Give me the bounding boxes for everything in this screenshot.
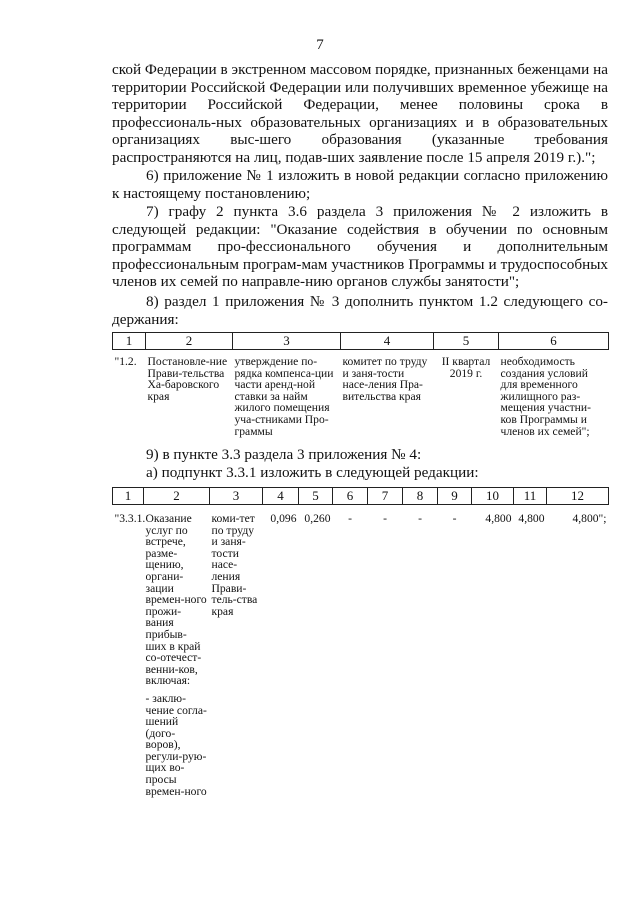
table-header-cell: 9 — [438, 488, 472, 505]
value-cell: - — [452, 512, 457, 525]
value-cell: 4,800"; — [572, 512, 607, 525]
table-section-1-2 — [112, 332, 609, 437]
table-header-cell: 11 — [514, 488, 547, 505]
table-header-cell: 5 — [299, 488, 333, 505]
deadline-cell: II квартал 2019 г. — [441, 355, 491, 380]
table-row — [113, 350, 609, 438]
executor-cell: комитет по труду и заня-тости насе-ления Пра-вительства края — [342, 355, 428, 403]
table-header-cell: 1 — [113, 488, 144, 505]
table-header-row — [113, 488, 609, 505]
paragraph-item-9a: а) подпункт 3.3.1 изложить в следующей редакции: — [146, 464, 479, 481]
table-header-cell: 2 — [144, 488, 210, 505]
table-header-cell: 5 — [434, 333, 499, 350]
table-header-cell: 3 — [210, 488, 263, 505]
paragraph-item-7: 7) графу 2 пункта 3.6 раздела 3 приложения № 2 изложить в следующей редакции: "Оказание содействия в обучении по основным программам про-фессионального обучения и дополнительным профессиональным програм-мам участников Программы и трудоспособных членов их семей по направле-нию органов службы занятости"; — [112, 203, 608, 291]
table-header-cell: 3 — [233, 333, 341, 350]
measure-name-cell — [144, 505, 210, 798]
measure-name-subitem: - заклю-чение согла-шений (дого-воров), регули-рую-щих во-просы времен-ного — [145, 691, 207, 798]
value-cell: 4,800 — [485, 512, 512, 525]
table-header-cell: 2 — [146, 333, 233, 350]
row-number: "3.3.1. — [114, 512, 146, 525]
table-header-row — [113, 333, 609, 350]
table-row — [113, 505, 609, 798]
document-subject-cell: утверждение по-рядка компенса-ции части аренд-ной ставки за найм жилого помещения уча-стниками Про-граммы — [234, 355, 334, 438]
table-header-cell: 4 — [263, 488, 299, 505]
table-header-cell: 10 — [472, 488, 514, 505]
paragraph-item-6: 6) приложение № 1 изложить в новой редакции согласно приложению к настоящему постановлению; — [112, 167, 608, 202]
document-type-cell: Постановле-ние Прави-тельства Ха-баровского края — [147, 355, 228, 403]
page-number: 7 — [316, 37, 324, 53]
paragraph-item-9: 9) в пункте 3.3 раздела 3 приложения № 4: — [146, 446, 422, 463]
measure-name-main: Оказание услуг по встрече, разме-щению, органи-зации времен-ного прожи-вания прибыв-ших в край со-отечест-венни-ков, включая: — [145, 512, 207, 688]
paragraph-item-8: 8) раздел 1 приложения № 3 дополнить пунктом 1.2 следующего со-держания: — [112, 293, 608, 328]
table-header-cell: 12 — [547, 488, 609, 505]
value-cell: - — [348, 512, 352, 525]
table-header-cell: 6 — [499, 333, 609, 350]
value-cell: - — [383, 512, 387, 525]
value-cell: 0,096 — [270, 512, 297, 525]
value-cell: 0,260 — [304, 512, 331, 525]
value-cell: - — [418, 512, 422, 525]
value-cell: 4,800 — [518, 512, 545, 525]
executor-cell: коми-тет по труду и заня-тости насе-ления Прави-тель-ства края — [211, 512, 258, 618]
table-header-cell: 1 — [113, 333, 146, 350]
table-header-cell: 4 — [341, 333, 434, 350]
table-subitem-3-3-1 — [112, 487, 609, 797]
row-number: "1.2. — [114, 355, 137, 368]
table-header-cell: 6 — [333, 488, 368, 505]
paragraph-continuation: ской Федерации в экстренном массовом порядке, признанных беженцами на территории Российской Федерации или получивших временное убежище на территории Российской Федерации, менее половины срока в профессиональ-ных образовательных организациях и в образовательных организациях выс-шего образования (указанные требования распространяются на лиц, подав-ших заявление после 15 апреля 2019 г.)."; — [112, 61, 608, 166]
table-header-cell: 7 — [368, 488, 403, 505]
rationale-cell: необходимость создания условий для временного жилищного раз-мещения участни-ков Программы и членов их семей"; — [500, 355, 591, 438]
table-header-cell: 8 — [403, 488, 438, 505]
